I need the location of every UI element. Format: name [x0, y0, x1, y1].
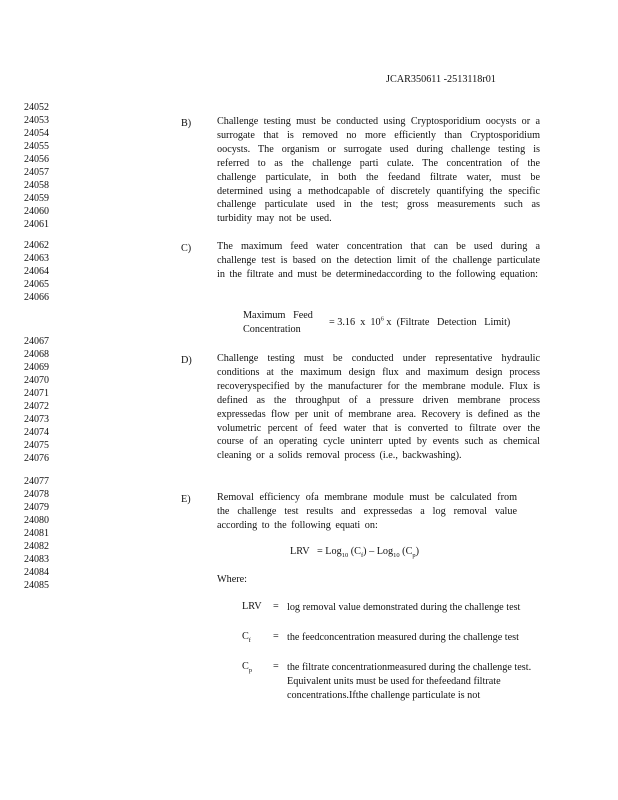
line-number: 24068	[24, 349, 49, 360]
line-number: 24071	[24, 388, 49, 399]
line-number: 24064	[24, 266, 49, 277]
line-number: 24054	[24, 128, 49, 139]
line-number: 24055	[24, 141, 49, 152]
where-label: Where:	[217, 574, 247, 585]
line-number: 24078	[24, 489, 49, 500]
equation-rhs-part2: x (Filtrate Detection Limit)	[386, 317, 511, 328]
line-number: 24075	[24, 440, 49, 451]
line-number: 24081	[24, 528, 49, 539]
definition-equals: =	[273, 601, 279, 612]
line-number: 24067	[24, 336, 49, 347]
line-number: 24080	[24, 515, 49, 526]
line-number: 24052	[24, 102, 49, 113]
section-d-label: D)	[181, 355, 192, 366]
line-number: 24059	[24, 193, 49, 204]
line-number: 24070	[24, 375, 49, 386]
line-number: 24056	[24, 154, 49, 165]
definition-symbol: $C_f$	[242, 631, 251, 645]
definition-text: log removal value demonstrated during the challenge test	[287, 602, 521, 613]
equation-exponent: 6	[380, 315, 384, 323]
line-number: 24083	[24, 554, 49, 565]
line-number: 24060	[24, 206, 49, 217]
line-number: 24061	[24, 219, 49, 230]
equation-lhs-line1: Maximum Feed	[243, 310, 313, 321]
section-b-text: Challenge testing must be conducted using Cryptosporidium oocysts or a surrogate that is removed no more efficiently than Cryptosporidium oocysts. The organism or surrogate used during challenge testing is referred to as the challenge parti culate. The concentration of the challenge particulate, in both the feedand filtrate water, must be determined using a methodcapable of discretely quantifying the specific challenge particulate used in the test; gross measurements such as turbidity may not be used.	[217, 116, 540, 225]
equation-lrv: LRV = Log$_{10}$ $(C_f) - Log_{10}$ $(C_p)$	[290, 546, 420, 560]
definition-equals: =	[273, 631, 279, 642]
equation-rhs-part1: = 3.16 x 10	[329, 317, 381, 328]
section-e-text: Removal efficiency ofa membrane module must be calculated from the challenge test results and expressedas a log removal value according to the following equati on:	[217, 492, 517, 531]
line-number: 24085	[24, 580, 49, 591]
section-e-label: E)	[181, 494, 191, 505]
line-number: 24074	[24, 427, 49, 438]
line-number: 24066	[24, 292, 49, 303]
equation-max-feed	[243, 309, 543, 339]
definition-text: the feedconcentration measured during the challenge test	[287, 632, 519, 643]
line-number: 24077	[24, 476, 49, 487]
definition-symbol: LRV	[242, 601, 262, 612]
document-header: JCAR350611 -2513118r01	[386, 74, 496, 85]
line-number: 24084	[24, 567, 49, 578]
section-c-text: The maximum feed water concentration that can be used during a challenge test is based on the detection limit of the challenge particulate in the filtrate and must be determinedaccording to the following equation:	[217, 241, 540, 280]
section-d-text: Challenge testing must be conducted under representative hydraulic conditions at the maximum design flux and maximum design process recoveryspecified by the manufacturer for the membrane module. Flux is defined as the throughput of a pressure driven membrane process expressedas flow per unit of membrane area. Recovery is defined as the volumetric percent of feed water that is converted to filtrate over the course of an operating cycle uninterr upted by events such as chemical cleaning or a solids removal process (i.e., backwashing).	[217, 353, 540, 462]
line-number: 24053	[24, 115, 49, 126]
line-number: 24058	[24, 180, 49, 191]
definition-equals: =	[273, 661, 279, 672]
definition-text: the filtrate concentrationmeasured during the challenge test. Equivalent units must be used for thefeedand filtrate concentrations.Ifthe challenge particulate is not	[287, 662, 532, 701]
line-number: 24073	[24, 414, 49, 425]
line-number: 24065	[24, 279, 49, 290]
section-b-label: B)	[181, 118, 192, 129]
line-number: 24062	[24, 240, 49, 251]
section-c-label: C)	[181, 243, 192, 254]
line-number: 24076	[24, 453, 49, 464]
line-number: 24063	[24, 253, 49, 264]
definition-symbol: $C_p$	[242, 661, 253, 675]
line-number: 24069	[24, 362, 49, 373]
line-number: 24082	[24, 541, 49, 552]
line-number: 24079	[24, 502, 49, 513]
equation-lhs-line2: Concentration	[243, 324, 301, 335]
line-number: 24072	[24, 401, 49, 412]
line-number: 24057	[24, 167, 49, 178]
